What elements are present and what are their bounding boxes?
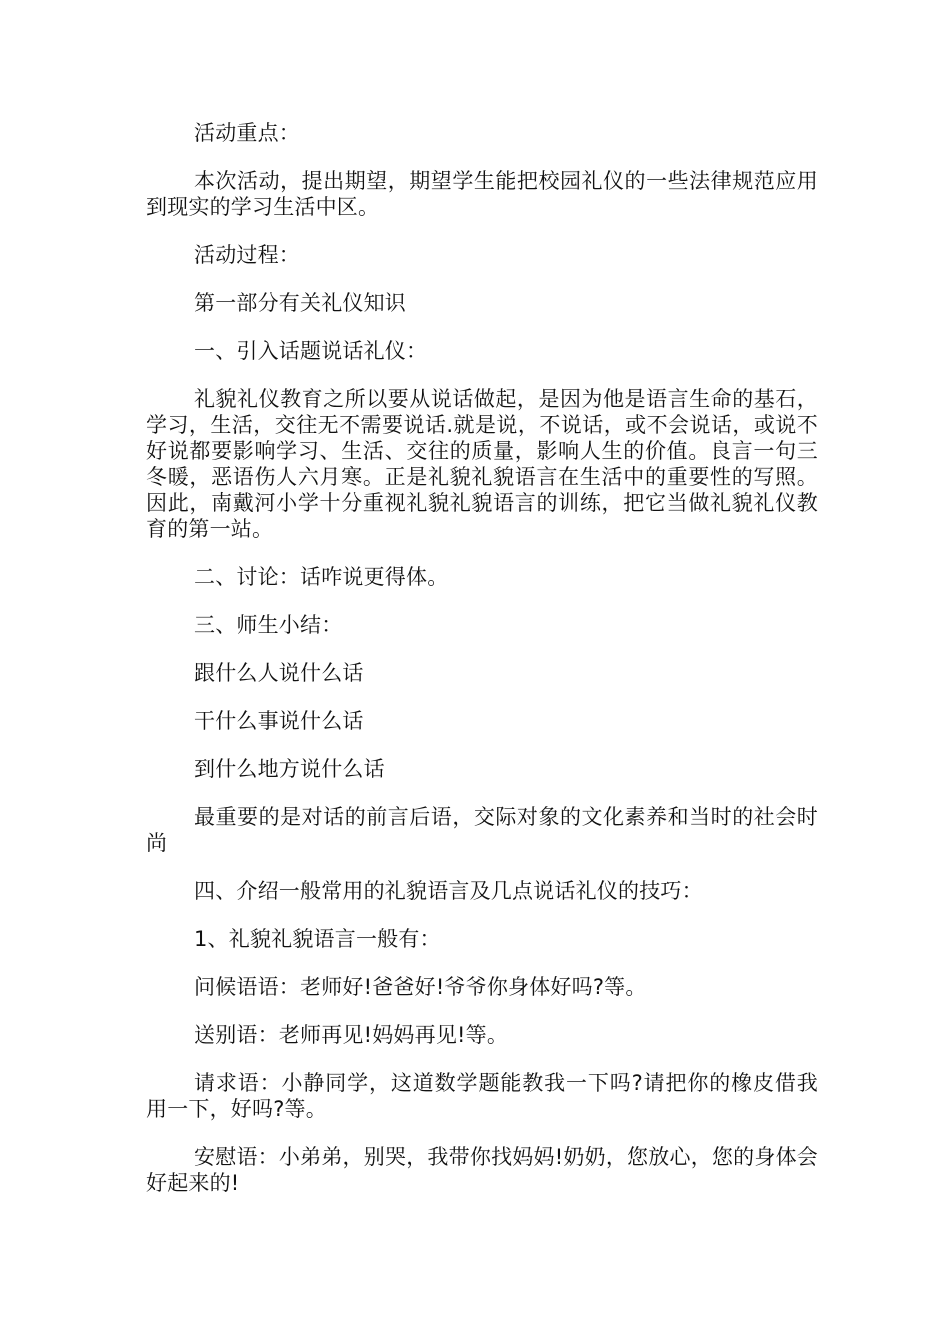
document-body bbox=[146, 120, 818, 1196]
heading-polite-language: 1、礼貌礼貌语言一般有： bbox=[194, 927, 441, 951]
paragraph-activity-goal: 本次活动，提出期望，期望学生能把校园礼仪的一些法律规范应用到现实的学习生活中区。 bbox=[146, 169, 818, 219]
heading-activity-focus: 活动重点： bbox=[194, 121, 300, 145]
summary-line-2: 干什么事说什么话 bbox=[194, 709, 364, 733]
example-request: 请求语：小静同学，这道数学题能教我一下吗?请把你的橡皮借我用一下，好吗?等。 bbox=[146, 1071, 818, 1121]
example-comfort: 安慰语：小弟弟，别哭，我带你找妈妈!奶奶，您放心，您的身体会好起来的! bbox=[146, 1145, 818, 1195]
heading-section-one: 一、引入话题说话礼仪： bbox=[194, 339, 428, 363]
heading-section-four: 四、介绍一般常用的礼貌语言及几点说话礼仪的技巧： bbox=[194, 879, 703, 903]
example-farewell: 送别语：老师再见!妈妈再见!等。 bbox=[194, 1023, 509, 1047]
heading-section-two: 二、讨论：话咋说更得体。 bbox=[194, 565, 449, 589]
heading-activity-process: 活动过程： bbox=[194, 243, 300, 267]
paragraph-etiquette-intro: 礼貌礼仪教育之所以要从说话做起，是因为他是语言生命的基石，学习，生活，交往无不需要说话.就是说，不说话，或不会说话，或说不好说都要影响学习、生活、交往的质量，影响人生的价值。良言一句三冬暖，恶语伤人六月寒。正是礼貌礼貌语言在生活中的重要性的写照。因此，南戴河小学十分重视礼貌礼貌语言的训练，把它当做礼貌礼仪教育的第一站。 bbox=[146, 387, 818, 541]
heading-section-three: 三、师生小结： bbox=[194, 613, 343, 637]
heading-part-one: 第一部分有关礼仪知识 bbox=[194, 291, 406, 315]
summary-line-3: 到什么地方说什么话 bbox=[194, 757, 385, 781]
summary-line-1: 跟什么人说什么话 bbox=[194, 661, 364, 685]
example-greetings: 问候语语：老师好!爸爸好!爷爷你身体好吗?等。 bbox=[194, 975, 647, 999]
paragraph-most-important: 最重要的是对话的前言后语，交际对象的文化素养和当时的社会时尚 bbox=[146, 805, 818, 855]
